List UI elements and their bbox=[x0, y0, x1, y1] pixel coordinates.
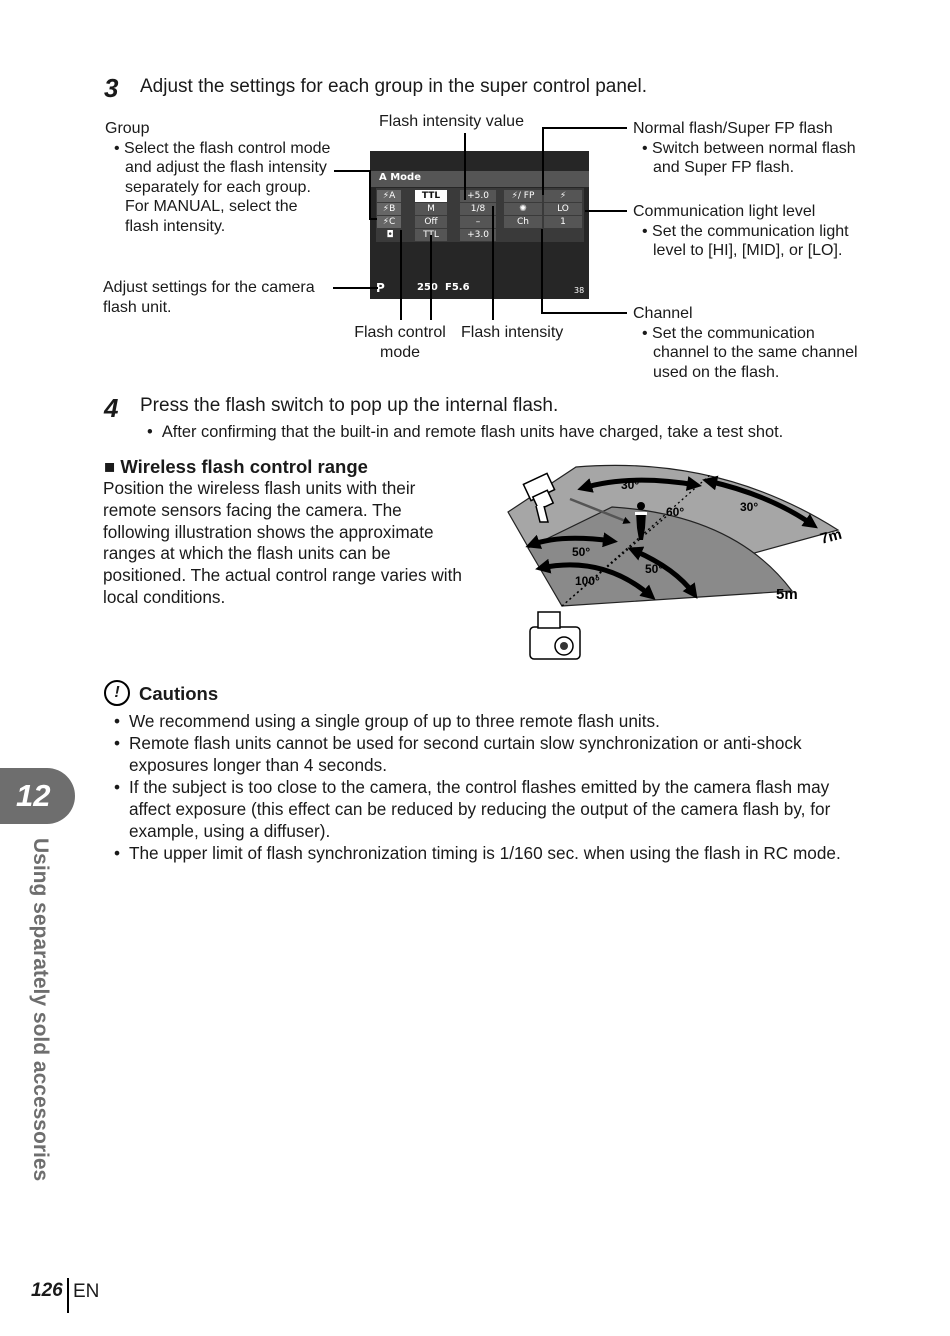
group-callout-title: Group bbox=[105, 120, 150, 137]
callout-leader-lines bbox=[0, 0, 950, 400]
group-c-mode: Off bbox=[415, 216, 447, 228]
angle-60: 60° bbox=[666, 505, 685, 519]
comm-light-icon: ✺ bbox=[504, 203, 542, 215]
angle-100: 100° bbox=[575, 574, 600, 588]
distance-5m: 5m bbox=[776, 586, 798, 603]
normal-fp-title: Normal flash/Super FP flash bbox=[633, 120, 833, 137]
wireless-range-diagram bbox=[500, 458, 860, 668]
camera-value: +3.0 bbox=[460, 229, 496, 241]
chapter-title: Using separately sold accessories bbox=[29, 838, 52, 1182]
fp-cell: ⚡/ FP bbox=[504, 190, 542, 202]
screen-header: A Mode bbox=[379, 172, 421, 183]
group-a-value: +5.0 bbox=[460, 190, 496, 202]
angle-50-right: 50° bbox=[645, 562, 664, 576]
chapter-number: 12 bbox=[16, 778, 51, 813]
cautions-title: Cautions bbox=[139, 683, 219, 704]
list-item: • The upper limit of flash synchronization timing is 1/160 sec. when using the flash in RC mode. bbox=[103, 842, 863, 864]
step-4-bullet: • After confirming that the built-in and remote flash units have charged, take a test shot. bbox=[147, 423, 784, 441]
group-c-value: – bbox=[460, 216, 496, 228]
group-b-mode: M bbox=[415, 203, 447, 215]
flash-icon: ⚡ bbox=[382, 191, 390, 201]
angle-50-left: 50° bbox=[572, 545, 591, 559]
group-b-cell: ⚡B bbox=[377, 203, 401, 215]
group-a-cell: ⚡A bbox=[377, 190, 401, 202]
range-paragraph: Position the wireless flash units with their remote sensors facing the camera. The following illustration shows the approximate ranges at which the flash units can be positioned. The actual control range varies with local conditions. bbox=[103, 478, 462, 607]
step-4-number: 4 bbox=[104, 393, 119, 423]
camera-mode: TTL bbox=[415, 229, 447, 241]
caution-icon: ! bbox=[104, 680, 130, 706]
comm-light-value: LO bbox=[544, 203, 582, 215]
step-3-number: 3 bbox=[104, 73, 119, 103]
camera-flash-callout: Adjust settings for the camera flash unit. bbox=[103, 279, 315, 316]
range-title: ■ Wireless flash control range bbox=[104, 456, 368, 477]
distance-7m: 7m bbox=[818, 525, 844, 548]
chapter-tab bbox=[0, 768, 75, 824]
list-item: • We recommend using a single group of up to three remote flash units. bbox=[103, 710, 863, 732]
group-callout-bullet: • Select the flash control mode and adjust the flash intensity separately for each group. For MANUAL, select the flash intensity. bbox=[105, 139, 335, 237]
angle-30-right: 30° bbox=[740, 500, 759, 514]
step-4-text: Press the flash switch to pop up the internal flash. bbox=[140, 395, 559, 416]
footer-divider bbox=[67, 1278, 69, 1313]
normal-fp-bullet: • Switch between normal flash and Super FP flash. bbox=[633, 139, 873, 178]
list-item: • Remote flash units cannot be used for second curtain slow synchronization or anti-shock exposures longer than 4 seconds. bbox=[103, 732, 863, 776]
flash-intensity-value-label: Flash intensity value bbox=[379, 113, 524, 130]
aperture: F5.6 bbox=[445, 282, 470, 293]
square-bullet-icon: ■ bbox=[104, 456, 116, 477]
flash-control-mode-label: Flash control mode bbox=[354, 324, 446, 361]
flash-icon: ⚡ bbox=[382, 217, 390, 227]
flash-icon: ⚡ bbox=[382, 204, 390, 214]
step-3-text: Adjust the settings for each group in the super control panel. bbox=[140, 76, 647, 97]
channel-title: Channel bbox=[633, 305, 693, 322]
channel-bullet: • Set the communication channel to the same channel used on the flash. bbox=[633, 324, 873, 383]
page-number: 126 bbox=[31, 1280, 63, 1301]
shot-count: 38 bbox=[574, 286, 585, 295]
shutter-speed: 250 bbox=[417, 282, 438, 293]
group-b-value: 1/8 bbox=[460, 203, 496, 215]
flash-icon: ⚡ bbox=[511, 191, 518, 201]
comm-light-title: Communication light level bbox=[633, 203, 816, 220]
camera-body-icon bbox=[530, 612, 580, 659]
channel-cell: Ch bbox=[504, 216, 542, 228]
camera-icon: ◘ bbox=[386, 230, 394, 240]
channel-value: 1 bbox=[544, 216, 582, 228]
bullet-dot: • bbox=[147, 423, 162, 441]
flash-intensity-label: Flash intensity bbox=[461, 324, 564, 341]
list-item: • If the subject is too close to the camera, the control flashes emitted by the camera flash may affect exposure (this effect can be reduced by reducing the output of the camera flash by, for example, using a diffuser). bbox=[103, 776, 863, 842]
shooting-mode: P bbox=[376, 281, 385, 295]
group-a-mode: TTL bbox=[415, 190, 447, 202]
angle-30-top: 30° bbox=[621, 478, 640, 492]
language-code: EN bbox=[73, 1281, 100, 1302]
comm-light-bullet: • Set the communication light level to [HI], [MID], or [LO]. bbox=[633, 222, 863, 261]
cautions-list bbox=[103, 710, 863, 864]
group-c-cell: ⚡C bbox=[377, 216, 401, 228]
flash-icon: ⚡ bbox=[544, 190, 582, 202]
